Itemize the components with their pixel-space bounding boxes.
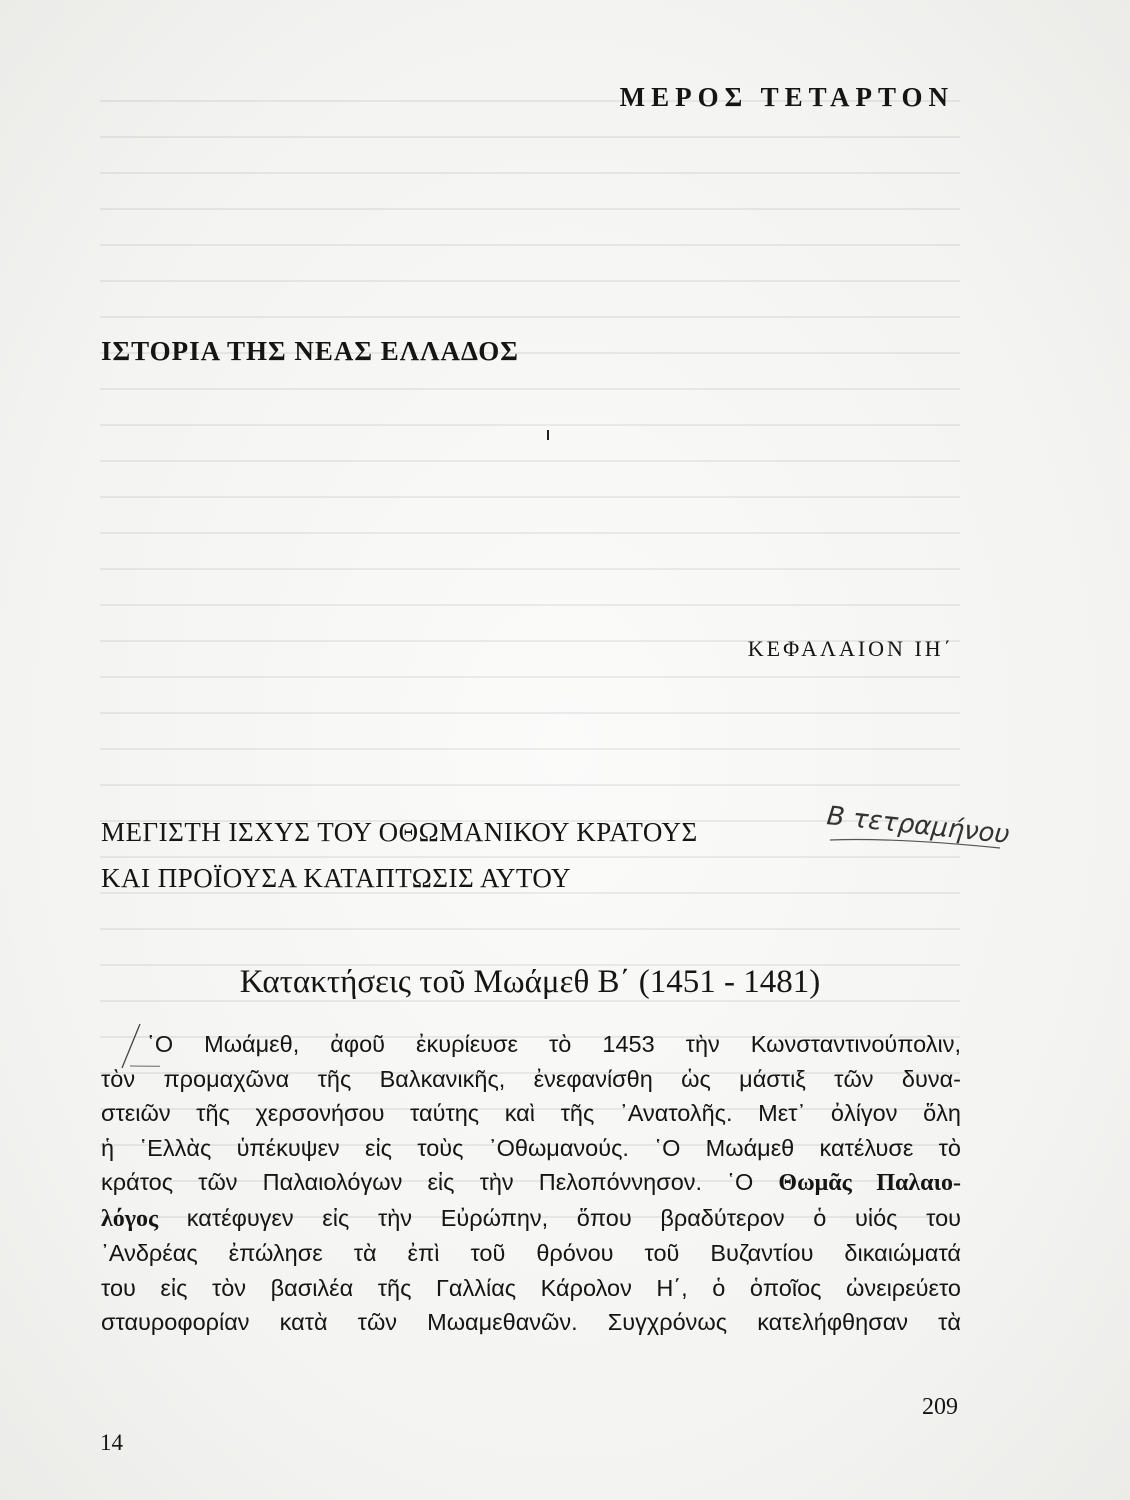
chapter-label: ΚΕΦΑΛΑΙΟΝ ΙΗ΄ bbox=[747, 636, 954, 661]
body-line-1: ῾Ο Μωάμεθ, ἀφοῦ ἐκυρίευσε τὸ 1453 τὴν Κωνσταντινούπολιν, bbox=[147, 1031, 961, 1057]
body-line-4: ἡ ῾Ελλὰς ὑπέκυψεν εἰς τοὺς ᾿Οθωμανούς. ῾Ο Μωάμεθ κατέλυσε τὸ bbox=[101, 1134, 961, 1161]
body-paragraph bbox=[101, 1027, 961, 1340]
body-line-5-text: κράτος τῶν Παλαιολόγων εἰς τὴν Πελοπόννησον. ῾Ο bbox=[101, 1169, 754, 1195]
body-line-6-text: κατέφυγεν εἰς τὴν Εὐρώπην, ὅπου βραδύτερον ὁ υἱός του bbox=[186, 1204, 961, 1231]
section-title: Κατακτήσεις τοῦ Μωάμεθ Β΄ (1451 - 1481) bbox=[239, 964, 821, 1000]
emphasis-thomas-palaiologos: Θωμᾶς Παλαιο- bbox=[778, 1170, 962, 1196]
chapter-title bbox=[101, 809, 698, 901]
body-line-8: του εἰς τὸν βασιλέα τῆς Γαλλίας Κάρολον Η΄, ὁ ὁποῖος ὠνειρεύετο bbox=[101, 1274, 961, 1301]
emphasis-logos: λόγος bbox=[101, 1205, 159, 1232]
body-line-6 bbox=[101, 1201, 961, 1237]
body-line-7: ᾿Ανδρέας ἐπώλησε τὰ ἐπὶ τοῦ θρόνου τοῦ Βυζαντίου δικαιώματά bbox=[101, 1240, 961, 1266]
book-title: ΙΣΤΟΡΙΑ ΤΗΣ ΝΕΑΣ ΕΛΛΑΔΟΣ bbox=[101, 336, 519, 366]
chapter-title-line-2: ΚΑΙ ΠΡΟΪΟΥΣΑ ΚΑΤΑΠΤΩΣΙΣ ΑΥΤΟΥ bbox=[101, 863, 572, 893]
handwritten-note-text: Β τετραμήνου bbox=[825, 801, 1012, 851]
chapter-title-line-1: ΜΕΓΙΣΤΗ ΙΣΧΥΣ ΤΟΥ ΟΘΩΜΑΝΙΚΟΥ ΚΡΑΤΟΥΣ bbox=[101, 817, 698, 847]
body-line-9: σταυροφορίαν κατὰ τῶν Μωαμεθανῶν. Συγχρόνως κατελήφθησαν τὰ bbox=[101, 1309, 961, 1335]
handwritten-note bbox=[820, 790, 1100, 860]
page-number: 209 bbox=[922, 1394, 958, 1420]
part-title: ΜΕΡΟΣ ΤΕΤΑΡΤΟΝ bbox=[619, 82, 954, 112]
body-line-3: στειῶν τῆς χερσονήσου ταύτης καὶ τῆς ᾿Ανατολῆς. Μετ᾿ ὀλίγον ὅλη bbox=[101, 1100, 961, 1126]
body-line-2: τὸν προμαχῶνα τῆς Βαλκανικῆς, ἐνεφανίσθη ὡς μάστιξ τῶν δυνα- bbox=[101, 1065, 961, 1092]
sheet-number: 14 bbox=[100, 1430, 123, 1455]
apostrophe-mark bbox=[546, 430, 550, 440]
body-line-5 bbox=[101, 1165, 961, 1201]
